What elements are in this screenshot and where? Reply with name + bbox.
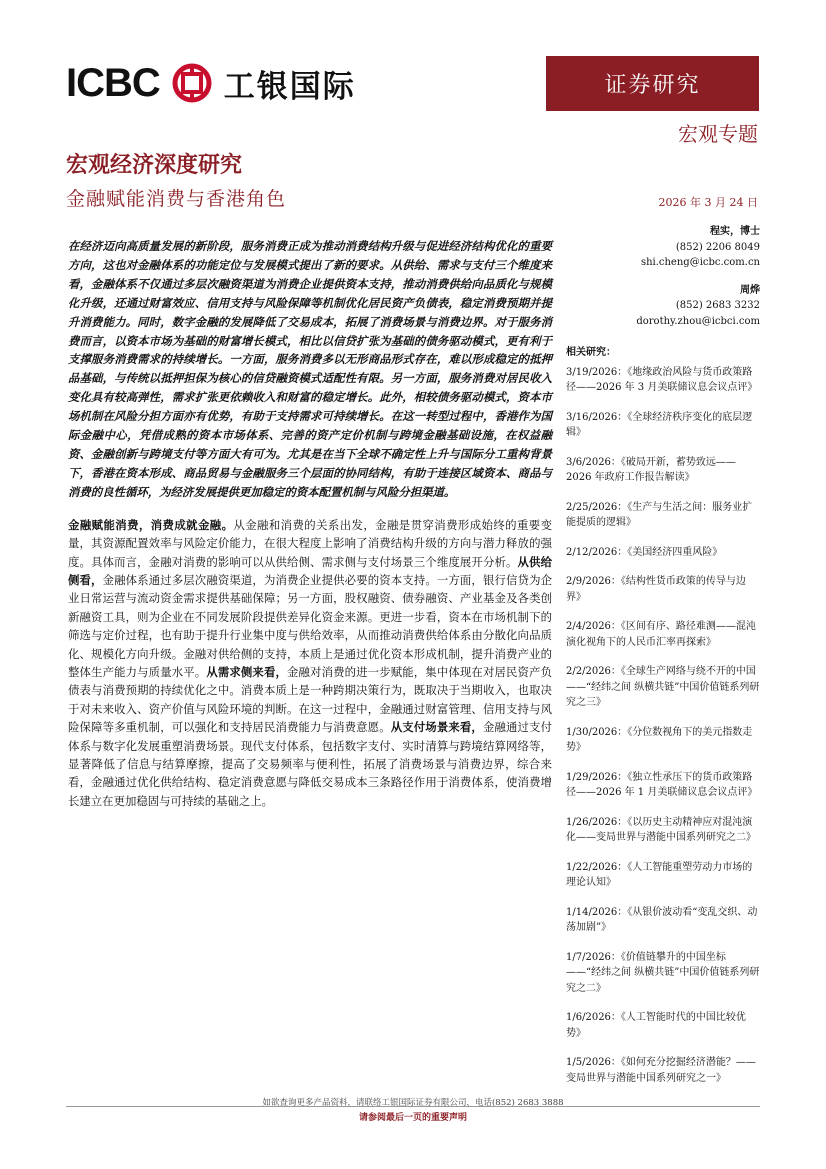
sidebar — [566, 224, 760, 1086]
abstract-paragraph: 在经济迈向高质量发展的新阶段，服务消费正成为推动消费结构升级与促进经济结构优化的重要方向，这也对金融体系的功能定位与发展模式提出了新的要求。从供给、需求与支付三个维度来看，金融体系不仅通过多层次融资渠道为消费企业提供资本支持，推动消费供给向品质化与规模化升级，还通过财富效应、信用支持与风险保障等机制优化居民资产负债表，稳定消费预期并提升消费能力。同时，数字金融的发展降低了交易成本，拓展了消费场景与消费边界。对于服务消费而言，以资本市场为基础的财富增长模式，相比以信贷扩张为基础的债务驱动模式，更有利于支撑服务消费需求的持续增长。一方面，服务消费多以无形商品形式存在，难以形成稳定的抵押品基础，与传统以抵押担保为核心的信贷融资模式适配性有限。另一方面，服务消费对居民收入变化具有较高弹性，需求扩张更依赖收入和财富的稳定增长。此外，相较债务驱动模式，资本市场机制在风险分担方面亦有优势，有助于支持需求可持续增长。在这一转型过程中，香港作为国际金融中心，凭借成熟的资本市场体系、完善的资产定价机制与跨境金融基础设施，在权益融资、金融创新与跨境支付等方面大有可为。尤其是在当下全球不确定性上升与国际分工重构背景下，香港在资本形成、商品贸易与金融服务三个层面的协同结构，有助于连接区域资本、商品与消费的良性循环，为经济发展提供更加稳定的资本配置机制与风险分担渠道。 — [68, 239, 552, 499]
related-date: 1/29/2026 — [566, 771, 618, 783]
related-research-item[interactable] — [566, 455, 760, 486]
related-title-text: ：《美国经济四重风险》 — [617, 546, 723, 558]
related-title-text: ：《生产与生活之间：服务业扩能提质的逻辑》 — [566, 501, 753, 528]
related-research-item[interactable] — [566, 410, 760, 441]
related-title-text: ：《全球生产网络与绕不开的中国——“经纬之间 纵横共链”中国价值链系列研究之三》 — [566, 666, 760, 708]
report-title: 宏观经济深度研究 — [66, 152, 243, 178]
related-title-text: ：《人工智能时代的中国比较优势》 — [566, 1012, 746, 1039]
body-text-intro: 从金融和消费的关系出发，金融是贯穿消费形成始终的重要变量，其资源配置效率与风险定价能力，在很大程度上影响了消费结构升级的方向与潜力释放的强度。具体而言，金融对消费的影响可以从供给侧、需求侧与支付场景三个维度展开分析。 — [68, 517, 552, 569]
body-text-payment: 金融通过支付体系与数字化发展重塑消费场景。现代支付体系，包括数字支付、实时清算与跨境结算网络等，显著降低了信息与结算摩擦，提高了交易频率与便利性，拓展了消费场景与消费边界，综合来看，金融通过优化供给结构、稳定消费意愿与降低交易成本三条路径作用于消费体系，使消费增长建立在更加稳固与可持续的基础之上。 — [68, 720, 552, 808]
related-research-item[interactable] — [566, 1055, 760, 1086]
related-research-item[interactable] — [566, 860, 760, 891]
related-title-text: ：《如何充分挖掘经济潜能？——变局世界与潜能中国系列研究之一》 — [566, 1057, 756, 1084]
footer-disclaimer: 请参阅最后一页的重要声明 — [358, 1113, 467, 1123]
author-name: 程实，博士 — [710, 226, 760, 237]
lead-heading: 金融赋能消费，消费成就金融。 — [68, 517, 234, 532]
demand-heading: 从需求侧来看， — [206, 664, 287, 679]
related-date: 3/16/2026 — [566, 411, 618, 423]
payment-heading: 从支付场景来看， — [390, 720, 483, 735]
related-research-item[interactable] — [566, 619, 760, 650]
related-date: 1/7/2026 — [566, 951, 611, 963]
related-research-item[interactable] — [566, 664, 760, 711]
related-title-text: ：《地缘政治风险与货币政策路径——2026 年 3 月美联储议息会议点评》 — [566, 366, 758, 393]
related-date: 1/5/2026 — [566, 1057, 611, 1068]
related-date: 1/22/2026 — [566, 861, 618, 873]
footer-divider — [66, 1106, 760, 1107]
related-title-text: ：《从银价波动看“变乱交织、动荡加剧”》 — [566, 906, 758, 933]
related-title-text: ：《分位数视角下的美元指数走势》 — [566, 726, 753, 753]
report-section-label: 宏观专题 — [678, 122, 758, 146]
body-text-demand: 金融对消费的进一步赋能，集中体现在对居民资产负债表与消费预期的持续优化之中。消费本质上是一种跨期决策行为，既取决于当期收入，也取决于对未来收入、资产价值与风险环境的判断。在这一过程中，金融通过财富管理、信用支持与风险保障等多重机制，可以强化和支持居民消费能力与消费意愿。 — [68, 664, 552, 735]
related-research-item[interactable] — [566, 1010, 760, 1041]
related-date: 3/6/2026 — [566, 456, 611, 468]
related-title-text: ：《独立性承压下的货币政策路径——2026 年 1 月美联储议息会议点评》 — [566, 771, 758, 798]
related-date: 2/2/2026 — [566, 666, 611, 677]
related-date: 2/4/2026 — [566, 621, 611, 632]
related-research-item[interactable] — [566, 574, 760, 605]
main-content — [68, 237, 552, 810]
related-date: 2/9/2026 — [566, 576, 611, 587]
author-block — [566, 283, 760, 330]
related-research-item[interactable] — [566, 500, 760, 531]
author-email[interactable]: shi.cheng@icbc.com.cn — [640, 257, 760, 268]
report-date: 2026 年 3 月 24 日 — [658, 196, 758, 209]
related-title-text: ：《以历史主动精神应对混沌演化——变局世界与潜能中国系列研究之二》 — [566, 816, 756, 843]
author-name: 周烨 — [740, 284, 760, 296]
company-logo — [66, 58, 356, 108]
related-date: 1/30/2026 — [566, 726, 618, 738]
related-research-item[interactable] — [566, 770, 760, 801]
author-phone: (852) 2683 3232 — [675, 300, 760, 311]
report-category-banner: 证券研究 — [546, 56, 759, 111]
related-research-item[interactable] — [566, 815, 760, 846]
related-date: 1/14/2026 — [566, 906, 618, 918]
related-research-title: 相关研究： — [566, 347, 616, 358]
related-date: 1/26/2026 — [566, 816, 618, 828]
logo-text-en: ICBC — [66, 61, 160, 105]
related-title-text: ：《价值链攀升的中国坐标——“经纬之间 纵横共链”中国价值链系列研究之二》 — [566, 951, 760, 994]
supply-heading: 从供给侧看， — [68, 554, 552, 587]
report-subtitle: 金融赋能消费与香港角色 — [66, 188, 287, 210]
related-date: 2/25/2026 — [566, 501, 618, 513]
related-title-text: ：《结构性货币政策的传导与边界》 — [566, 576, 746, 603]
related-research-item[interactable] — [566, 725, 760, 756]
related-research-item[interactable] — [566, 950, 760, 997]
footer-contact-note: 如欲查询更多产品资料，请联络工银国际证券有限公司，电话(852) 2683 3888 — [262, 1098, 564, 1108]
author-block — [566, 224, 760, 271]
author-phone: (852) 2206 8049 — [675, 241, 760, 253]
body-paragraph — [68, 516, 552, 811]
related-title-text: ：《全球经济秩序变化的底层逻辑》 — [566, 411, 753, 438]
logo-text-cn: 工银国际 — [223, 68, 356, 105]
related-research-list — [566, 365, 760, 1087]
related-title-text: ：《破局开新，蓄势致远——2026 年政府工作报告解读》 — [566, 456, 736, 483]
related-date: 3/19/2026 — [566, 366, 618, 378]
author-email[interactable]: dorothy.zhou@icbci.com — [636, 315, 760, 327]
related-research-item[interactable] — [566, 905, 760, 936]
related-date: 1/6/2026 — [566, 1012, 611, 1023]
icbc-emblem-icon — [172, 63, 212, 103]
related-research-item[interactable] — [566, 365, 760, 396]
related-date: 2/12/2026 — [566, 546, 618, 558]
body-text-supply: 金融体系通过多层次融资渠道，为消费企业提供必要的资本支持。一方面，银行信贷为企业日常运营与流动资金需求提供基础保障；另一方面，股权融资、债券融资、产业基金及各类创新融资工具，则为企业在不同发展阶段提供差异化资金来源。更进一步看，资本在市场机制下的筛选与定价过程，也有助于提升行业集中度与供给效率，从而推动消费供给体系由分散化向品质化、规模化方向升级。金融对供给侧的支持，本质上是通过优化资本形成机制，提升消费产业的整体生产能力与质量水平。 — [68, 572, 552, 679]
related-research-item[interactable] — [566, 545, 760, 561]
related-title-text: ：《区间有序、路径难测——混沌演化视角下的人民币汇率再探索》 — [566, 621, 756, 648]
related-title-text: ：《人工智能重塑劳动力市场的理论认知》 — [566, 861, 753, 888]
